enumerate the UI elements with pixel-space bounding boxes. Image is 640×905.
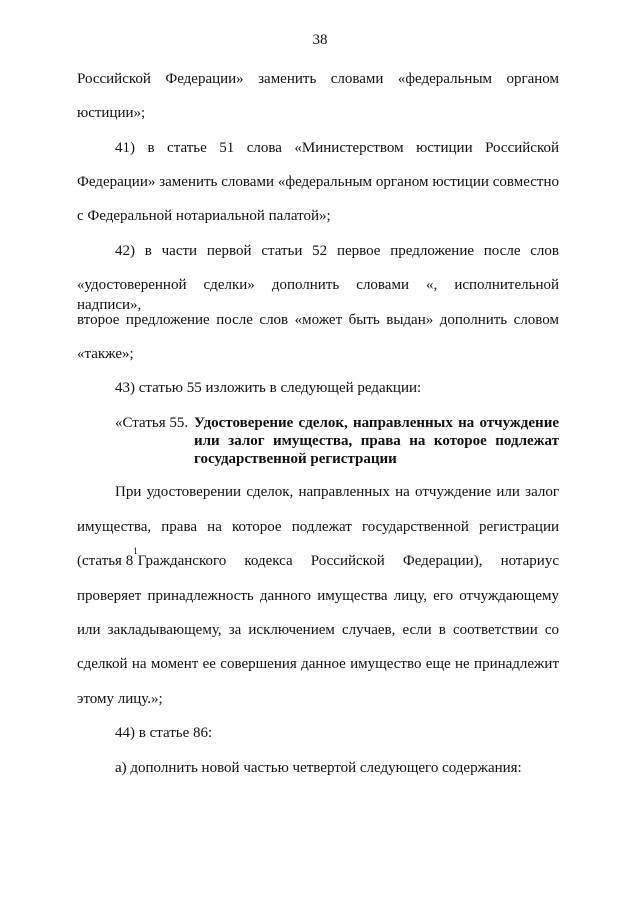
text-line: Российской Федерации» заменить словами «федеральным органом bbox=[77, 71, 559, 87]
article-title: Удостоверение сделок, направленных на отчуждение bbox=[194, 415, 559, 431]
text-line: а) дополнить новой частью четвертой следующего содержания: bbox=[115, 760, 522, 776]
text-line bbox=[77, 546, 559, 571]
text-line: 42) в части первой статьи 52 первое предложение после слов bbox=[115, 243, 559, 259]
text-line: «также»; bbox=[77, 346, 134, 362]
text-line: юстиции»; bbox=[77, 105, 146, 121]
page-number: 38 bbox=[312, 32, 328, 48]
text-line: сделкой на момент ее совершения данное имущество еще не принадлежит bbox=[77, 656, 559, 672]
text-fragment: (статья 8 bbox=[77, 553, 134, 569]
text-line: этому лицу.»; bbox=[77, 691, 163, 707]
superscript: 1 bbox=[133, 546, 138, 556]
text-line: с Федеральной нотариальной палатой»; bbox=[77, 208, 331, 224]
text-line: «удостоверенной сделки» дополнить словами «, исполнительной надписи», bbox=[77, 277, 559, 313]
text-line: второе предложение после слов «может быть выдан» дополнить словом bbox=[77, 312, 559, 328]
text-line: 43) статью 55 изложить в следующей редакции: bbox=[115, 380, 422, 396]
text-fragment: Гражданского кодекса Российской Федерации), нотариус bbox=[137, 553, 559, 569]
text-line: имущества, права на которое подлежат государственной регистрации bbox=[77, 519, 559, 535]
text-line: 41) в статье 51 слова «Министерством юстиции Российской bbox=[115, 140, 559, 156]
text-line: или закладывающему, за исключением случаев, если в соответствии со bbox=[77, 622, 559, 638]
article-title: или залог имущества, права на которое подлежат bbox=[194, 433, 559, 449]
text-line: 44) в статье 86: bbox=[115, 725, 213, 741]
article-prefix: «Статья 55. bbox=[115, 415, 189, 431]
text-line: проверяет принадлежность данного имущества лицу, его отчуждающему bbox=[77, 588, 559, 604]
text-line: Федерации» заменить словами «федеральным органом юстиции совместно bbox=[77, 174, 559, 190]
text-line: При удостоверении сделок, направленных на отчуждение или залог bbox=[115, 484, 559, 500]
article-title: государственной регистрации bbox=[194, 451, 397, 467]
